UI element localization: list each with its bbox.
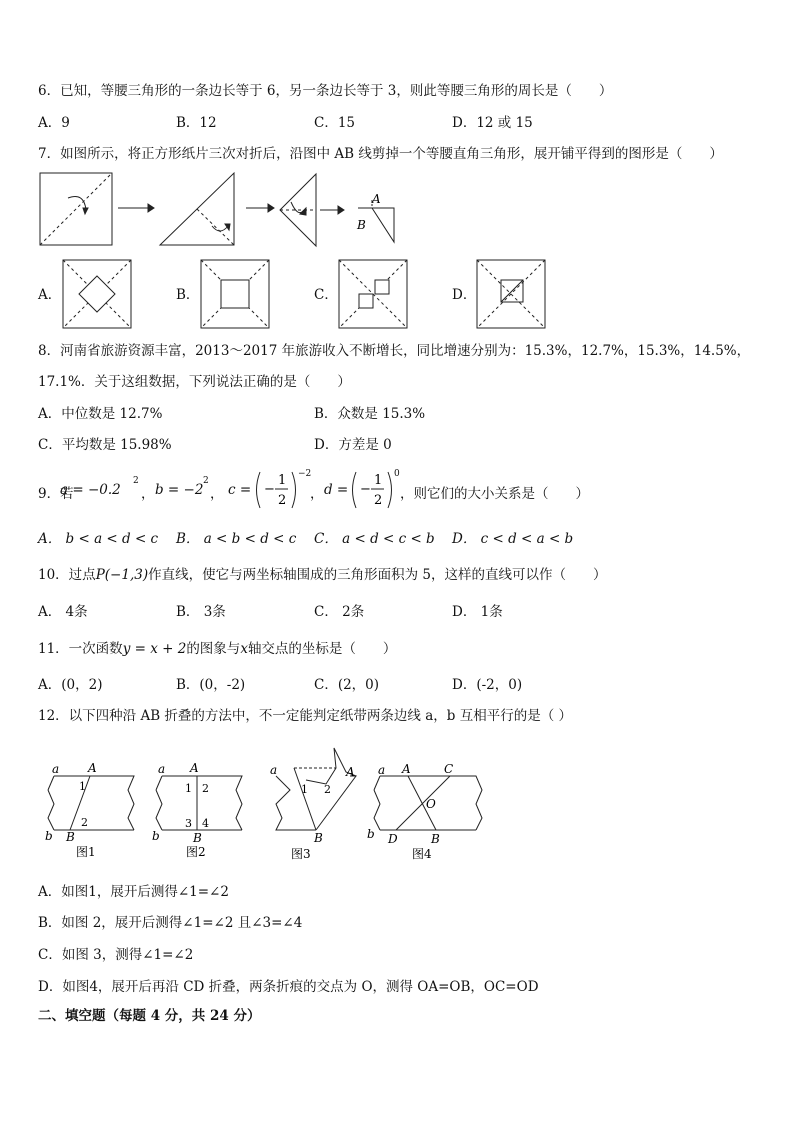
q9-option-c: C． a < d < c < b xyxy=(314,531,435,547)
q8-stem-line2: 17.1%．关于这组数据，下列说法正确的是（ ） xyxy=(38,374,351,390)
q12-option-b: B．如图 2，展开后测得∠1=∠2 且∠3=∠4 xyxy=(38,915,303,931)
q9-c-den: 2 xyxy=(278,493,287,508)
fig2-label-a: a xyxy=(158,762,166,776)
fig4-label-a: a xyxy=(378,763,386,777)
fold-arrow-1 xyxy=(118,204,154,212)
q10-option-b: B． 3条 xyxy=(176,604,226,620)
fig1-label-B: B xyxy=(66,830,75,844)
q7-option-a-figure xyxy=(62,259,132,329)
fig3-label-a: a xyxy=(270,763,278,777)
fig4-label-B: B xyxy=(431,832,440,846)
q7-option-c: C． xyxy=(314,287,338,303)
q11-stem xyxy=(38,640,396,658)
fig3-label-2: 2 xyxy=(324,783,331,796)
q7-stem: 7．如图所示，将正方形纸片三次对折后，沿图中 AB 线剪掉一个等腰直角三角形，展开铺平得到的图形是（ ） xyxy=(38,146,723,162)
q10-stem-b: 作直线，使它与两坐标轴围成的三角形面积为 5，这样的直线可以作（ ） xyxy=(148,567,607,583)
q12-figure-1 xyxy=(48,776,134,830)
q11-stem-a: 11．一次函数 xyxy=(38,641,123,657)
q10-stem-a: 10．过点 xyxy=(38,567,96,583)
q11-option-b: B．(0，-2) xyxy=(176,677,246,693)
q11-option-d: D．(-2，0) xyxy=(452,677,523,693)
fig3-caption: 图3 xyxy=(291,847,311,861)
fig3-label-1: 1 xyxy=(301,783,308,796)
q7-option-c-figure xyxy=(338,259,408,329)
q9-d-expr: d = xyxy=(324,482,349,498)
fig2-label-b: b xyxy=(152,829,160,843)
q6-option-c: C．15 xyxy=(314,115,356,131)
fold-arrow-3 xyxy=(320,206,344,214)
fold-step-2-triangle xyxy=(160,173,234,245)
fold-step-1-square xyxy=(40,173,112,245)
q9-option-d: D． c < d < a < b xyxy=(452,531,574,547)
fig2-caption: 图2 xyxy=(186,845,206,859)
fig4-label-b: b xyxy=(367,827,375,841)
fig4-label-D: D xyxy=(388,832,398,846)
fig1-caption: 图1 xyxy=(76,845,96,859)
fig4-label-C: C xyxy=(444,762,454,776)
q9-a-expr: a = −0.2 xyxy=(60,482,121,498)
fig1-label-b: b xyxy=(45,829,53,843)
q10-stem xyxy=(38,566,606,584)
svg-text:−: − xyxy=(264,482,275,497)
fig3-label-B: B xyxy=(314,831,323,845)
q9-d-den: 2 xyxy=(374,493,383,508)
fig3-label-A: A xyxy=(346,765,355,779)
fig2-label-2: 2 xyxy=(202,782,209,795)
q8-option-b: B．众数是 15.3% xyxy=(314,406,426,422)
q7-option-a: A． xyxy=(38,287,62,303)
q7-option-b: B． xyxy=(176,287,200,303)
q6-option-d: D．12 或 15 xyxy=(452,115,533,131)
q8-option-d: D．方差是 0 xyxy=(314,437,392,453)
fold-label-a: A xyxy=(372,192,381,206)
q9-prefix: 9．若 xyxy=(38,486,74,502)
q12-figure-3 xyxy=(276,748,356,830)
q12-option-d: D．如图4，展开后再沿 CD 折叠，两条折痕的交点为 O，测得 OA=OB，OC=OD xyxy=(38,979,539,995)
q8-stem-line1: 8．河南省旅游资源丰富，2013～2017 年旅游收入不断增长，同比增速分别为：15.3%，12.7%，15.3%，14.5%， xyxy=(38,343,751,359)
q10-option-d: D． 1条 xyxy=(452,604,503,620)
q6-option-a: A．9 xyxy=(38,115,70,131)
q10-point: P(−1,3) xyxy=(95,567,149,583)
q9-suffix: ，则它们的大小关系是（ ） xyxy=(400,486,589,502)
fig1-label-1: 1 xyxy=(79,780,86,793)
fig2-label-4: 4 xyxy=(202,817,209,830)
q11-option-a: A．(0，2) xyxy=(38,677,103,693)
fig1-label-A: A xyxy=(88,761,97,775)
q12-figure-2 xyxy=(156,776,242,830)
q6-stem: 6．已知，等腰三角形的一条边长等于 6，另一条边长等于 3，则此等腰三角形的周长是（ ） xyxy=(38,83,613,99)
q11-var: x xyxy=(240,641,248,657)
q7-folding-sequence xyxy=(36,170,436,250)
q9-option-a: A． b < a < d < c xyxy=(38,531,159,547)
q9-c-expr: c = xyxy=(228,482,252,498)
q12-figures xyxy=(40,740,500,865)
fold-step-3-triangle xyxy=(280,174,316,246)
q9-option-b: B． a < b < d < c xyxy=(176,531,297,547)
q10-option-a: A． 4条 xyxy=(38,604,88,620)
fig1-label-2: 2 xyxy=(81,816,88,829)
svg-text:−: − xyxy=(360,482,371,497)
q9-b-exp: 2 xyxy=(203,476,209,486)
fig2-label-3: 3 xyxy=(185,817,192,830)
q7-option-d-figure xyxy=(476,259,546,329)
q9-d-num: 1 xyxy=(374,473,383,488)
q12-stem: 12．以下四种沿 AB 折叠的方法中，不一定能判定纸带两条边线 a，b 互相平行的是（ ） xyxy=(38,708,572,724)
q12-option-c: C．如图 3，测得∠1=∠2 xyxy=(38,947,194,963)
fold-label-b: B xyxy=(357,218,366,232)
fig4-label-A: A xyxy=(402,762,411,776)
q7-option-b-figure xyxy=(200,259,270,329)
q11-stem-c: 轴交点的坐标是（ ） xyxy=(247,641,397,657)
fig1-label-a: a xyxy=(52,762,60,776)
q11-func: y = x + 2 xyxy=(122,641,187,657)
q8-option-c: C．平均数是 15.98% xyxy=(38,437,172,453)
q9-a-exp: 2 xyxy=(133,476,139,486)
q9-c-exp: −2 xyxy=(298,469,312,479)
q11-stem-b: 的图象与 xyxy=(186,641,241,657)
fig2-label-A: A xyxy=(190,761,199,775)
q9-stem: 9．若 a = −0.2 2 ， b = −2 2 ， c = − 1 2 −2 ， d = − 1 2 0 ，则它们的大小关系是（ ） xyxy=(38,468,598,512)
q12-option-a: A．如图1，展开后测得∠1=∠2 xyxy=(38,884,229,900)
q7-option-d: D． xyxy=(452,287,477,303)
fig2-label-1: 1 xyxy=(185,782,192,795)
fig2-label-B: B xyxy=(193,831,202,845)
q9-b-expr: b = −2 xyxy=(155,482,204,498)
q8-option-a: A．中位数是 12.7% xyxy=(38,406,163,422)
fold-arrow-2 xyxy=(246,204,274,212)
q9-d-exp: 0 xyxy=(394,469,400,479)
section-2-title: 二、填空题（每题 4 分，共 24 分） xyxy=(38,1008,261,1024)
q6-option-b: B．12 xyxy=(176,115,217,131)
fig4-label-O: O xyxy=(426,797,436,811)
q10-option-c: C． 2条 xyxy=(314,604,365,620)
q9-c-num: 1 xyxy=(278,473,287,488)
q11-option-c: C．(2，0) xyxy=(314,677,380,693)
fig4-caption: 图4 xyxy=(412,847,432,861)
